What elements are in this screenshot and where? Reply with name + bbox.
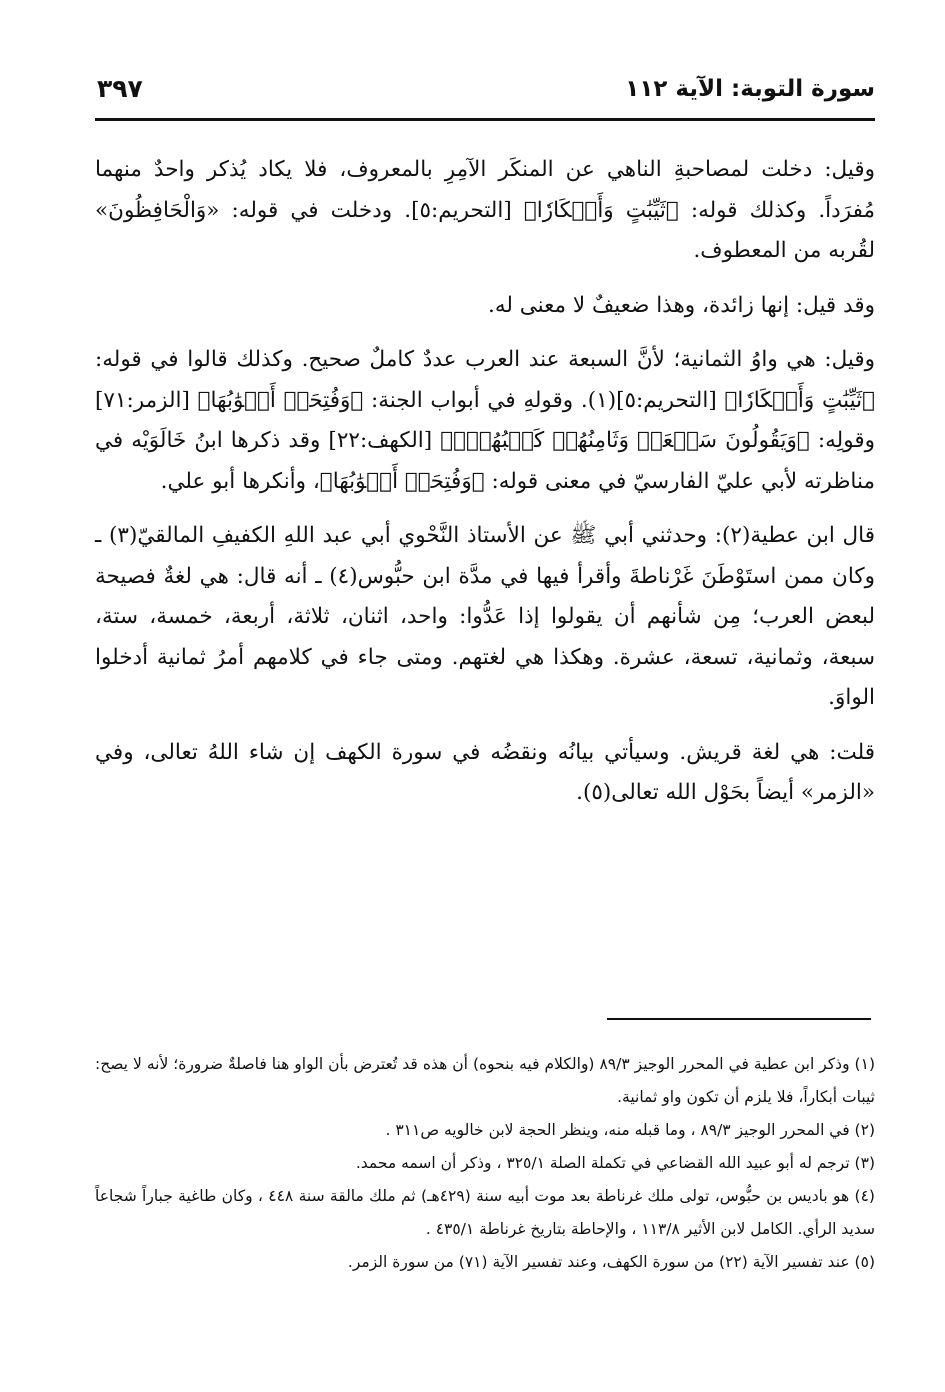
footnote-separator	[607, 1018, 871, 1020]
main-text	[95, 150, 875, 828]
paragraph: وقيل: دخلت لمصاحبةِ الناهي عن المنكَر الآمِرِ بالمعروف، فلا يكاد يُذكر واحدٌ منهما مُفرَداً. وكذلك قوله: ﴿ثَيِّبَٰتٍ وَأَبۡكَارٗا﴾ [التحريم:٥]. ودخلت في قوله: «وَالْحَافِظُونَ» لقُربه من المعطوف.	[95, 157, 875, 263]
running-header	[95, 72, 875, 120]
paragraph: وقيل: هي واوُ الثمانية؛ لأنَّ السبعة عند العرب عددٌ كاملٌ صحيح. وكذلك قالوا في قوله: ﴿ثَيِّبَٰتٍ وَأَبۡكَارٗا﴾ [التحريم:٥](١). وقولهِ في أبواب الجنة: ﴿وَفُتِحَتۡ أَبۡوَٰبُهَا﴾ [الزمر:٧١] وقولِه: ﴿وَيَقُولُونَ سَبۡعَةٞ وَثَامِنُهُمۡ كَلۡبُهُمۡۚ﴾ [الكهف:٢٢] وقد ذكرها ابنُ خَالَوَيْه في مناظرته لأبي عليّ الفارسيّ في معنى قوله: ﴿وَفُتِحَتۡ أَبۡوَٰبُهَا﴾، وأنكرها أبو علي.	[95, 347, 875, 494]
page-number: ٣٩٧	[97, 74, 143, 103]
footnote: (٢) في المحرر الوجيز ٨٩/٣ ، وما قبله منه، وينظر الحجة لابن خالويه ص٣١١ .	[385, 1121, 875, 1139]
paragraph: قال ابن عطية(٢): وحدثني أبي ﷺ عن الأستاذ النَّحْوي أبي عبد اللهِ الكفيفِ المالقيّ(٣) ـ وكان ممن استَوْطَنَ غَرْناطةَ وأقرأ فيها في مدَّة ابن حبُّوس(٤) ـ أنه قال: هي لغةٌ فصيحة لبعض العرب؛ مِن شأنهم أن يقولوا إذا عَدُّوا: واحد، اثنان، ثلاثة، أربعة، خمسة، ستة، سبعة، وثمانية، تسعة، عشرة. وهكذا هي لغتهم. ومتى جاء في كلامهم أمرُ ثمانية أدخلوا الواوَ.	[95, 523, 876, 710]
paragraph: وقد قيل: إنها زائدة، وهذا ضعيفٌ لا معنى له.	[488, 292, 875, 318]
paragraph: قلت: هي لغة قريش. وسيأتي بيانُه ونقضُه في سورة الكهف إن شاء اللهُ تعالى، وفي «الزمر» أيضاً بحَوْل الله تعالى(٥).	[95, 739, 875, 805]
footnotes	[95, 1048, 875, 1279]
footnote: (٥) عند تفسير الآية (٢٢) من سورة الكهف، وعند تفسير الآية (٧١) من سورة الزمر.	[347, 1253, 875, 1271]
header-rule	[95, 118, 875, 121]
footnote: (٣) ترجم له أبو عبيد الله القضاعي في تكملة الصلة ٣٢٥/١ ، وذكر أن اسمه محمد.	[355, 1154, 875, 1172]
footnote: (١) وذكر ابن عطية في المحرر الوجيز ٨٩/٣ (والكلام فيه بنحوه) أن هذه قد تُعترض بأن الواو هنا فاصلةٌ ضرورة؛ لأنه لا يصح: ثيبات أبكاراً، فلا يلزم أن تكون واو ثمانية.	[95, 1055, 875, 1106]
footnote: (٤) هو باديس بن حبُّوس، تولى ملك غرناطة بعد موت أبيه سنة (٤٢٩هـ) ثم ملك مالقة سنة ٤٤٨ ، وكان طاغية جباراً شجاعاً سديد الرأي. الكامل لابن الأثير ١١٣/٨ ، والإحاطة بتاريخ غرناطة ٤٣٥/١ .	[95, 1187, 875, 1238]
surah-verse-title: سورة التوبة: الآية ١١٢	[625, 76, 875, 102]
